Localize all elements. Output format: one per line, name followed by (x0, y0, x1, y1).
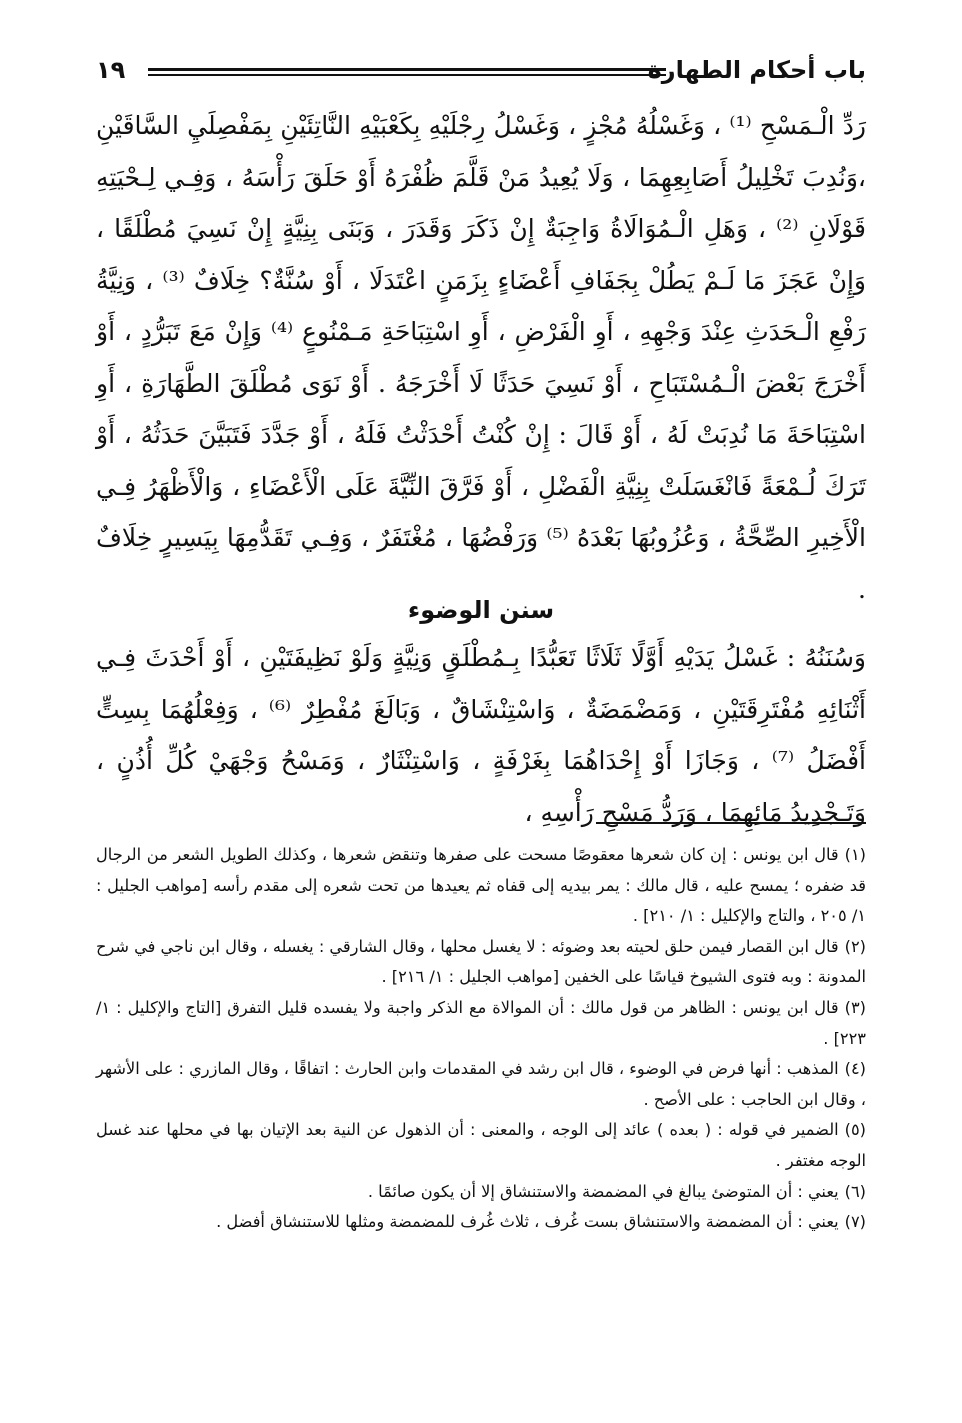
footnote-number: (٥) (844, 1120, 866, 1140)
footnote-text: قال ابن القصار فيمن حلق لحيته بعد وضوئه : لا يغسل محلها ، وقال الشارقي : يغسله ، وقال ابن ناجي في شرح المدونة : وبه فتوى الشيوخ قياسًا على الخفين [مواهب الجليل : ١/ ٢١٦] . (96, 936, 866, 987)
footnotes (96, 840, 866, 1238)
section-heading: سنن الوضوء (407, 596, 555, 624)
main-paragraph: رَدِّ الْـمَسْحِ ⁽¹⁾ ، وَغَسْلُهُ مُجْزٍ ، وَغَسْلُ رِجْلَيْهِ بِكَعْبَيْهِ النَّاتِئَيْنِ بِمَفْصِلَيِ السَّاقَيْنِ ،وَنُدِبَ تَخْلِيلُ أَصَابِعِهِمَا ، وَلَا يُعِيدُ مَنْ قَلَّمَ ظُفْرَهُ أَوْ حَلَقَ رَأْسَهُ ، وَفِـي لِـحْيَتِهِ قَوْلَانِ ⁽²⁾ ، وَهَلِ الْـمُوَالَاةُ وَاجِبَةٌ إِنْ ذَكَرَ وَقَدَرَ ، وَبَنَى بِنِيَّةٍ إِنْ نَسِيَ مُطْلَقًا ، وَإِنْ عَجَزَ مَا لَـمْ يَطُلْ بِجَفَافِ أَعْضَاءٍ بِزَمَنٍ اعْتَدَلَا ، أَوْ سُنَّةٌ؟ خِلَافٌ ⁽³⁾ ، وَنِيَّةُ رَفْعِ الْـحَدَثِ عِنْدَ وَجْهِهِ ، أَوِ الْفَرْضِ ، أَوِ اسْتِبَاحَةِ مَـمْنُوعٍ ⁽⁴⁾ وَإِنْ مَعَ تَبَرُّدٍ ، أَوْ أَخْرَجَ بَعْضَ الْـمُسْتَبَاحِ ، أَوْ نَسِيَ حَدَثًا لَا أَخْرَجَهُ . أَوْ نَوَى مُطْلَقَ الطَّهَارَةِ ، أَوِ اسْتِبَاحَةَ مَا نُدِبَتْ لَهُ ، أَوْ قَالَ : إِنْ كُنْتُ أَحْدَثْتُ فَلَهُ ، أَوْ جَدَّدَ فَتَبَيَّنَ حَدَثُهُ ، أَوْ تَرَكَ لُـمْعَةً فَانْغَسَلَتْ بِنِيَّةِ الْفَضْلِ ، أَوْ فَرَّقَ النِّيَّةَ عَلَى الْأَعْضَاءِ ، وَالْأَظْهَرُ فِـي الْأَخِيرِ الصِّحَّةُ ، وَعُزُوبُهَا بَعْدَهُ ⁽⁵⁾ وَرَفْضُهَا ، مُغْتَفَرٌ ، وَفِـي تَقَدُّمِهَا بِيَسِيرٍ خِلَافٌ . (96, 111, 867, 604)
footnote-text: يعني : أن المضمضة والاستنشاق بست غُرف ، ثلاث غُرف للمضمضة ومثلها للاستنشاق أفضل . (216, 1212, 839, 1232)
footnote-rule (596, 822, 866, 824)
main-text-block (96, 100, 866, 615)
footnote (96, 840, 866, 932)
section-text-block (96, 632, 866, 838)
footnote (96, 1177, 866, 1208)
footnote-number: (٧) (844, 1212, 866, 1232)
footnote-text: المذهب : أنها فرض في الوضوء ، قال ابن رشد في المقدمات وابن الحارث : اتفاقًا ، وقال المازري : على الأشهر ، وقال ابن الحاجب : على الأصح . (96, 1059, 866, 1109)
page-number: ١٩ (96, 56, 126, 84)
footnote-text: قال ابن يونس : إن كان شعرها معقوصًا مسحت على صفرها وتنقض شعرها ، وكذلك الطويل الشعر من الرجال قد ضفره ؛ يمسح عليه ، قال مالك : يمر بيديه إلى قفاه ثم يعيدها من تحت شعره إلى مقدم رأسه [مواهب الجليل : ١/ ٢٠٥ ، والتاج والإكليل : ١/ ٢١٠] . (96, 845, 866, 926)
footnote-text: الضمير في قوله : ( بعده ) عائد إلى الوجه ، والمعنى : أن الذهول عن النية بعد الإتيان بها في محلها عند غسل الوجه مغتفر . (96, 1120, 866, 1170)
chapter-title: باب أحكام الطهارة (647, 56, 866, 84)
footnote-number: (٤) (844, 1059, 866, 1079)
footnote (96, 1207, 866, 1238)
section-paragraph: وَسُنَنُهُ : غَسْلُ يَدَيْهِ أَوَّلًا ثَلَاثًا تَعَبُّدًا بِـمُطْلَقٍ وَنِيَّةٍ وَلَوْ نَظِيفَتَيْنِ ، أَوْ أَحْدَثَ فِـي أَثْنَائِهِ مُفْتَرِقَتَيْنِ ، وَمَضْمَضَةٌ ، وَاسْتِنْشَاقٌ ، وَبَالَغَ مُفْطِرٌ ⁽⁶⁾ ، وَفِعْلُهُمَا بِسِتٍّ أَفْضَلُ ⁽⁷⁾ ، وَجَازَا أَوْ إِحْدَاهُمَا بِغَرْفَةٍ ، وَاسْتِنْثَارٌ ، وَمَسْحُ وَجْهَيْ كُلِّ أُذُنٍ ، وَتَـجْدِيدُ مَائِهِمَا ، وَرَدُّ مَسْحِ رَأْسِهِ ، (96, 643, 867, 827)
running-header (96, 52, 866, 92)
footnote-number: (٦) (844, 1181, 866, 1201)
footnote (96, 1115, 866, 1176)
footnote (96, 993, 866, 1054)
footnote (96, 1054, 866, 1115)
footnote-number: (١) (844, 845, 866, 864)
footnote-number: (٣) (844, 997, 866, 1017)
footnote-text: يعني : أن المتوضئ يبالغ في المضمضة والاستنشاق إلا أن يكون صائمًا . (367, 1181, 839, 1201)
footnote-text: قال ابن يونس : الظاهر من قول مالك : أن الموالاة مع الذكر واجبة ولا يفسده قليل التفرق [التاج والإكليل : ١/ ٢٢٣] . (96, 997, 866, 1048)
footnote-number: (٢) (844, 936, 866, 956)
footnote (96, 932, 866, 993)
header-rule (148, 68, 666, 76)
